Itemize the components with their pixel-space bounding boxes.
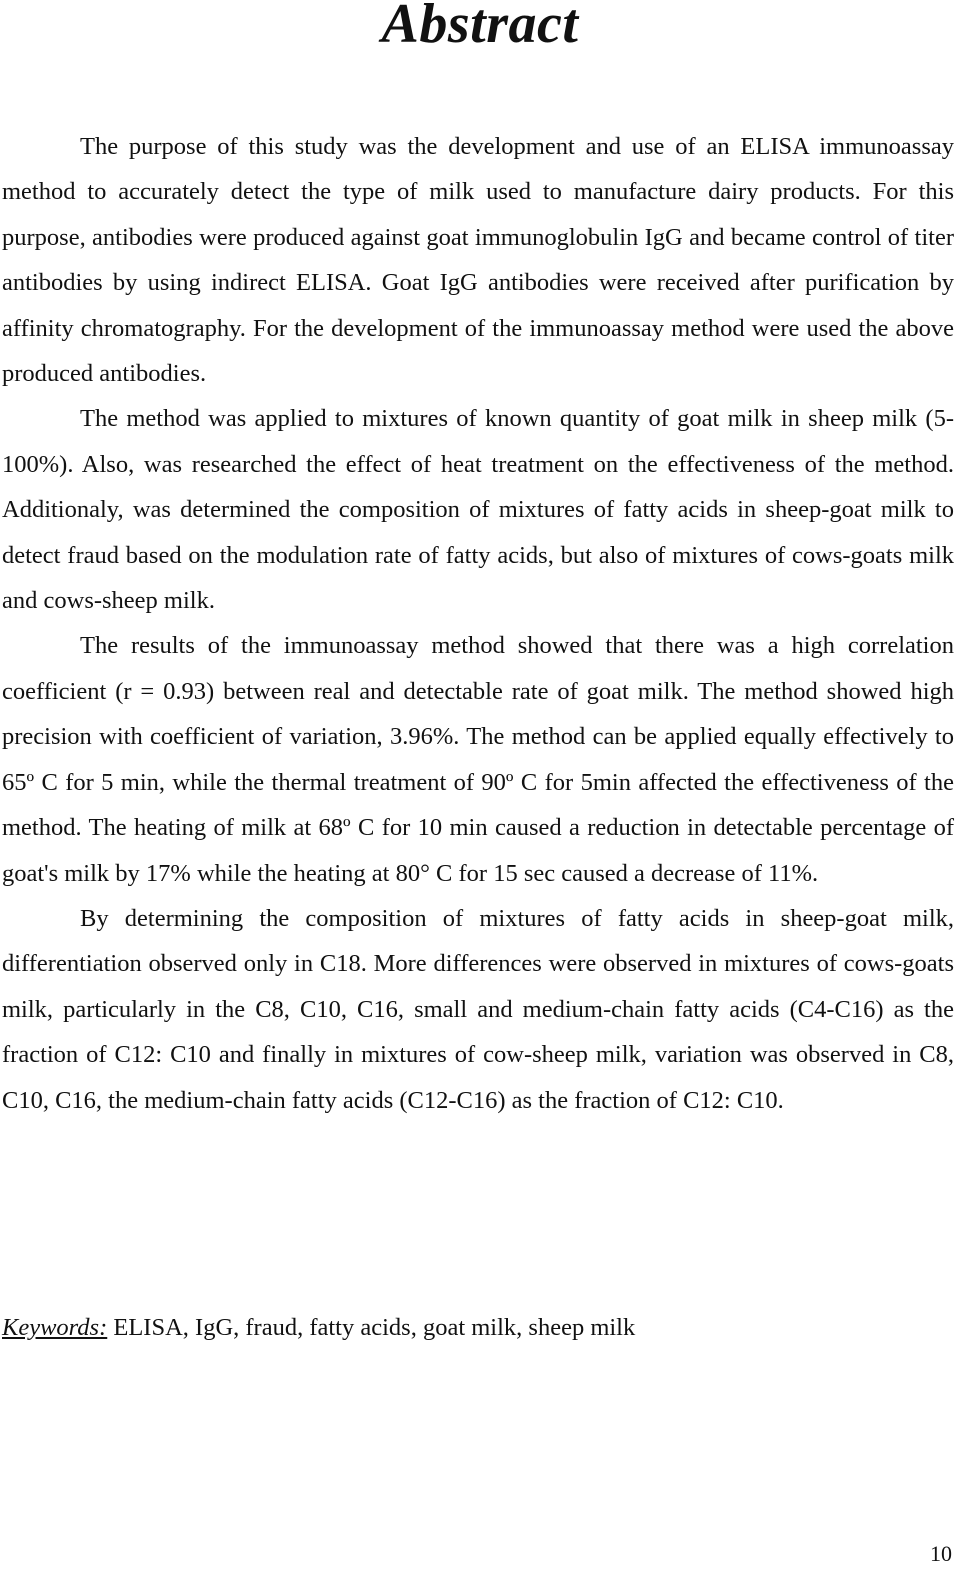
abstract-paragraph-1: The purpose of this study was the development and use of an ELISA immunoassay method to accurately detect the type of milk used to manufacture dairy products. For this purpose, antibodies were produced against goat immunoglobulin IgG and became control of titer antibodies by using indirect ELISA. Goat IgG antibodies were received after purification by affinity chromatography. For the development of the immunoassay method were used the above produced antibodies. — [2, 133, 954, 388]
abstract-body — [2, 124, 954, 1123]
page-title: Abstract — [381, 0, 579, 55]
page-number: 10 — [930, 1541, 952, 1566]
keywords-text: ELISA, IgG, fraud, fatty acids, goat milk, sheep milk — [107, 1314, 636, 1341]
abstract-paragraph-2: The method was applied to mixtures of known quantity of goat milk in sheep milk (5-100%). Also, was researched the effect of heat treatment on the effectiveness of the method. Additionaly, was determined the composition of mixtures of fatty acids in sheep-goat milk to detect fraud based on the modulation rate of fatty acids, but also of mixtures of cows-goats milk and cows-sheep milk. — [2, 405, 954, 615]
keywords-line — [2, 1308, 902, 1348]
abstract-paragraph-4: By determining the composition of mixtures of fatty acids in sheep-goat milk, differentiation observed only in C18. More differences were observed in mixtures of cows-goats milk, particularly in the C8, C10, C16, small and medium-chain fatty acids (C4-C16) as the fraction of C12: C10 and finally in mixtures of cow-sheep milk, variation was observed in C8, C10, C16, the medium-chain fatty acids (C12-C16) as the fraction of C12: C10. — [2, 904, 954, 1114]
keywords-label: Keywords: — [2, 1314, 108, 1341]
abstract-paragraph-3: The results of the immunoassay method showed that there was a high correlation coefficient (r = 0.93) between real and detectable rate of goat milk. The method showed high precision with coefficient of variation, 3.96%. The method can be applied equally effectively to 65º C for 5 min, while the thermal treatment of 90º C for 5min affected the effectiveness of the method. The heating of milk at 68º C for 10 min caused a reduction in detectable percentage of goat's milk by 17% while the heating at 80° C for 15 sec caused a decrease of 11%. — [2, 632, 954, 887]
